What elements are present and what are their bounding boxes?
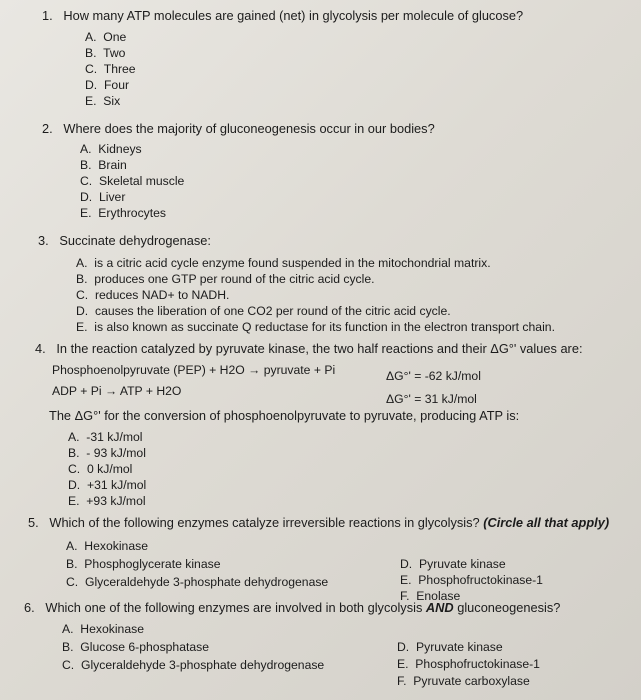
delta-g-1: ΔG°' = -62 kJ/mol — [386, 369, 481, 383]
question-text-end: gluconeogenesis? — [457, 600, 561, 615]
option-q4-c: C. 0 kJ/mol — [68, 462, 133, 476]
question-1 — [42, 8, 523, 23]
option-q1-a: A. One — [85, 30, 127, 44]
question-2 — [42, 121, 435, 136]
question-text: Which of the following enzymes catalyze irreversible reactions in glycolysis? — [49, 515, 480, 530]
option-q6-c: C. Glyceraldehyde 3-phosphate dehydrogenase — [62, 658, 325, 672]
option-q1-b: B. Two — [85, 46, 126, 60]
option-q5-d: D. Pyruvate kinase — [400, 557, 506, 571]
question-number: 4. — [35, 341, 46, 356]
option-q5-b: B. Phosphoglycerate kinase — [66, 557, 221, 571]
question-4 — [35, 341, 583, 356]
option-q5-f: F. Enolase — [400, 589, 461, 603]
option-q3-c: C. reduces NAD+ to NADH. — [76, 288, 230, 302]
question-6 — [24, 600, 560, 615]
question-text: Where does the majority of gluconeogenesis occur in our bodies? — [63, 121, 435, 136]
question-text: Which one of the following enzymes are involved in both glycolysis — [45, 600, 423, 615]
option-q4-b: B. - 93 kJ/mol — [68, 446, 146, 460]
question-text: Succinate dehydrogenase: — [59, 233, 211, 248]
option-q3-a: A. is a citric acid cycle enzyme found suspended in the mitochondrial matrix. — [76, 256, 491, 270]
question-5 — [28, 515, 609, 530]
option-q1-d: D. Four — [85, 78, 130, 92]
option-q5-a: A. Hexokinase — [66, 539, 148, 553]
option-q3-b: B. produces one GTP per round of the citric acid cycle. — [76, 272, 375, 286]
question-note: (Circle all that apply) — [483, 515, 610, 530]
option-q2-a: A. Kidneys — [80, 142, 142, 156]
option-q6-a: A. Hexokinase — [62, 622, 144, 636]
option-q6-f: F. Pyruvate carboxylase — [397, 674, 530, 688]
option-q6-e: E. Phosphofructokinase-1 — [397, 657, 540, 671]
question-4-prompt: The ΔG°' for the conversion of phosphoenolpyruvate to pyruvate, producing ATP is: — [49, 408, 520, 423]
question-number: 3. — [38, 233, 49, 248]
option-q6-d: D. Pyruvate kinase — [397, 640, 503, 654]
question-number: 1. — [42, 8, 53, 23]
option-q1-e: E. Six — [85, 94, 121, 108]
option-q2-d: D. Liver — [80, 190, 126, 204]
question-number: 2. — [42, 121, 53, 136]
option-q4-d: D. +31 kJ/mol — [68, 478, 147, 492]
reaction-1: Phosphoenolpyruvate (PEP) + H2O → pyruvate + Pi — [52, 363, 336, 377]
option-q2-b: B. Brain — [80, 158, 127, 172]
question-3 — [38, 233, 211, 248]
option-q1-c: C. Three — [85, 62, 136, 76]
option-q2-e: E. Erythrocytes — [80, 206, 167, 220]
option-q3-d: D. causes the liberation of one CO2 per round of the citric acid cycle. — [76, 304, 451, 318]
question-text: How many ATP molecules are gained (net) in glycolysis per molecule of glucose? — [63, 8, 524, 23]
option-q6-b: B. Glucose 6-phosphatase — [62, 640, 210, 654]
option-q5-e: E. Phosphofructokinase-1 — [400, 573, 543, 587]
option-q2-c: C. Skeletal muscle — [80, 174, 185, 188]
option-q4-e: E. +93 kJ/mol — [68, 494, 146, 508]
option-q4-a: A. -31 kJ/mol — [68, 430, 143, 444]
option-q3-e: E. is also known as succinate Q reductase for its function in the electron transport chain. — [76, 320, 555, 334]
reaction-2: ADP + Pi → ATP + H2O — [52, 384, 182, 398]
question-text: In the reaction catalyzed by pyruvate kinase, the two half reactions and their ΔG°' values are: — [56, 341, 583, 356]
question-emphasis: AND — [425, 600, 454, 615]
question-number: 6. — [24, 600, 35, 615]
option-q5-c: C. Glyceraldehyde 3-phosphate dehydrogenase — [66, 575, 329, 589]
question-number: 5. — [28, 515, 39, 530]
delta-g-2: ΔG°' = 31 kJ/mol — [386, 392, 477, 406]
